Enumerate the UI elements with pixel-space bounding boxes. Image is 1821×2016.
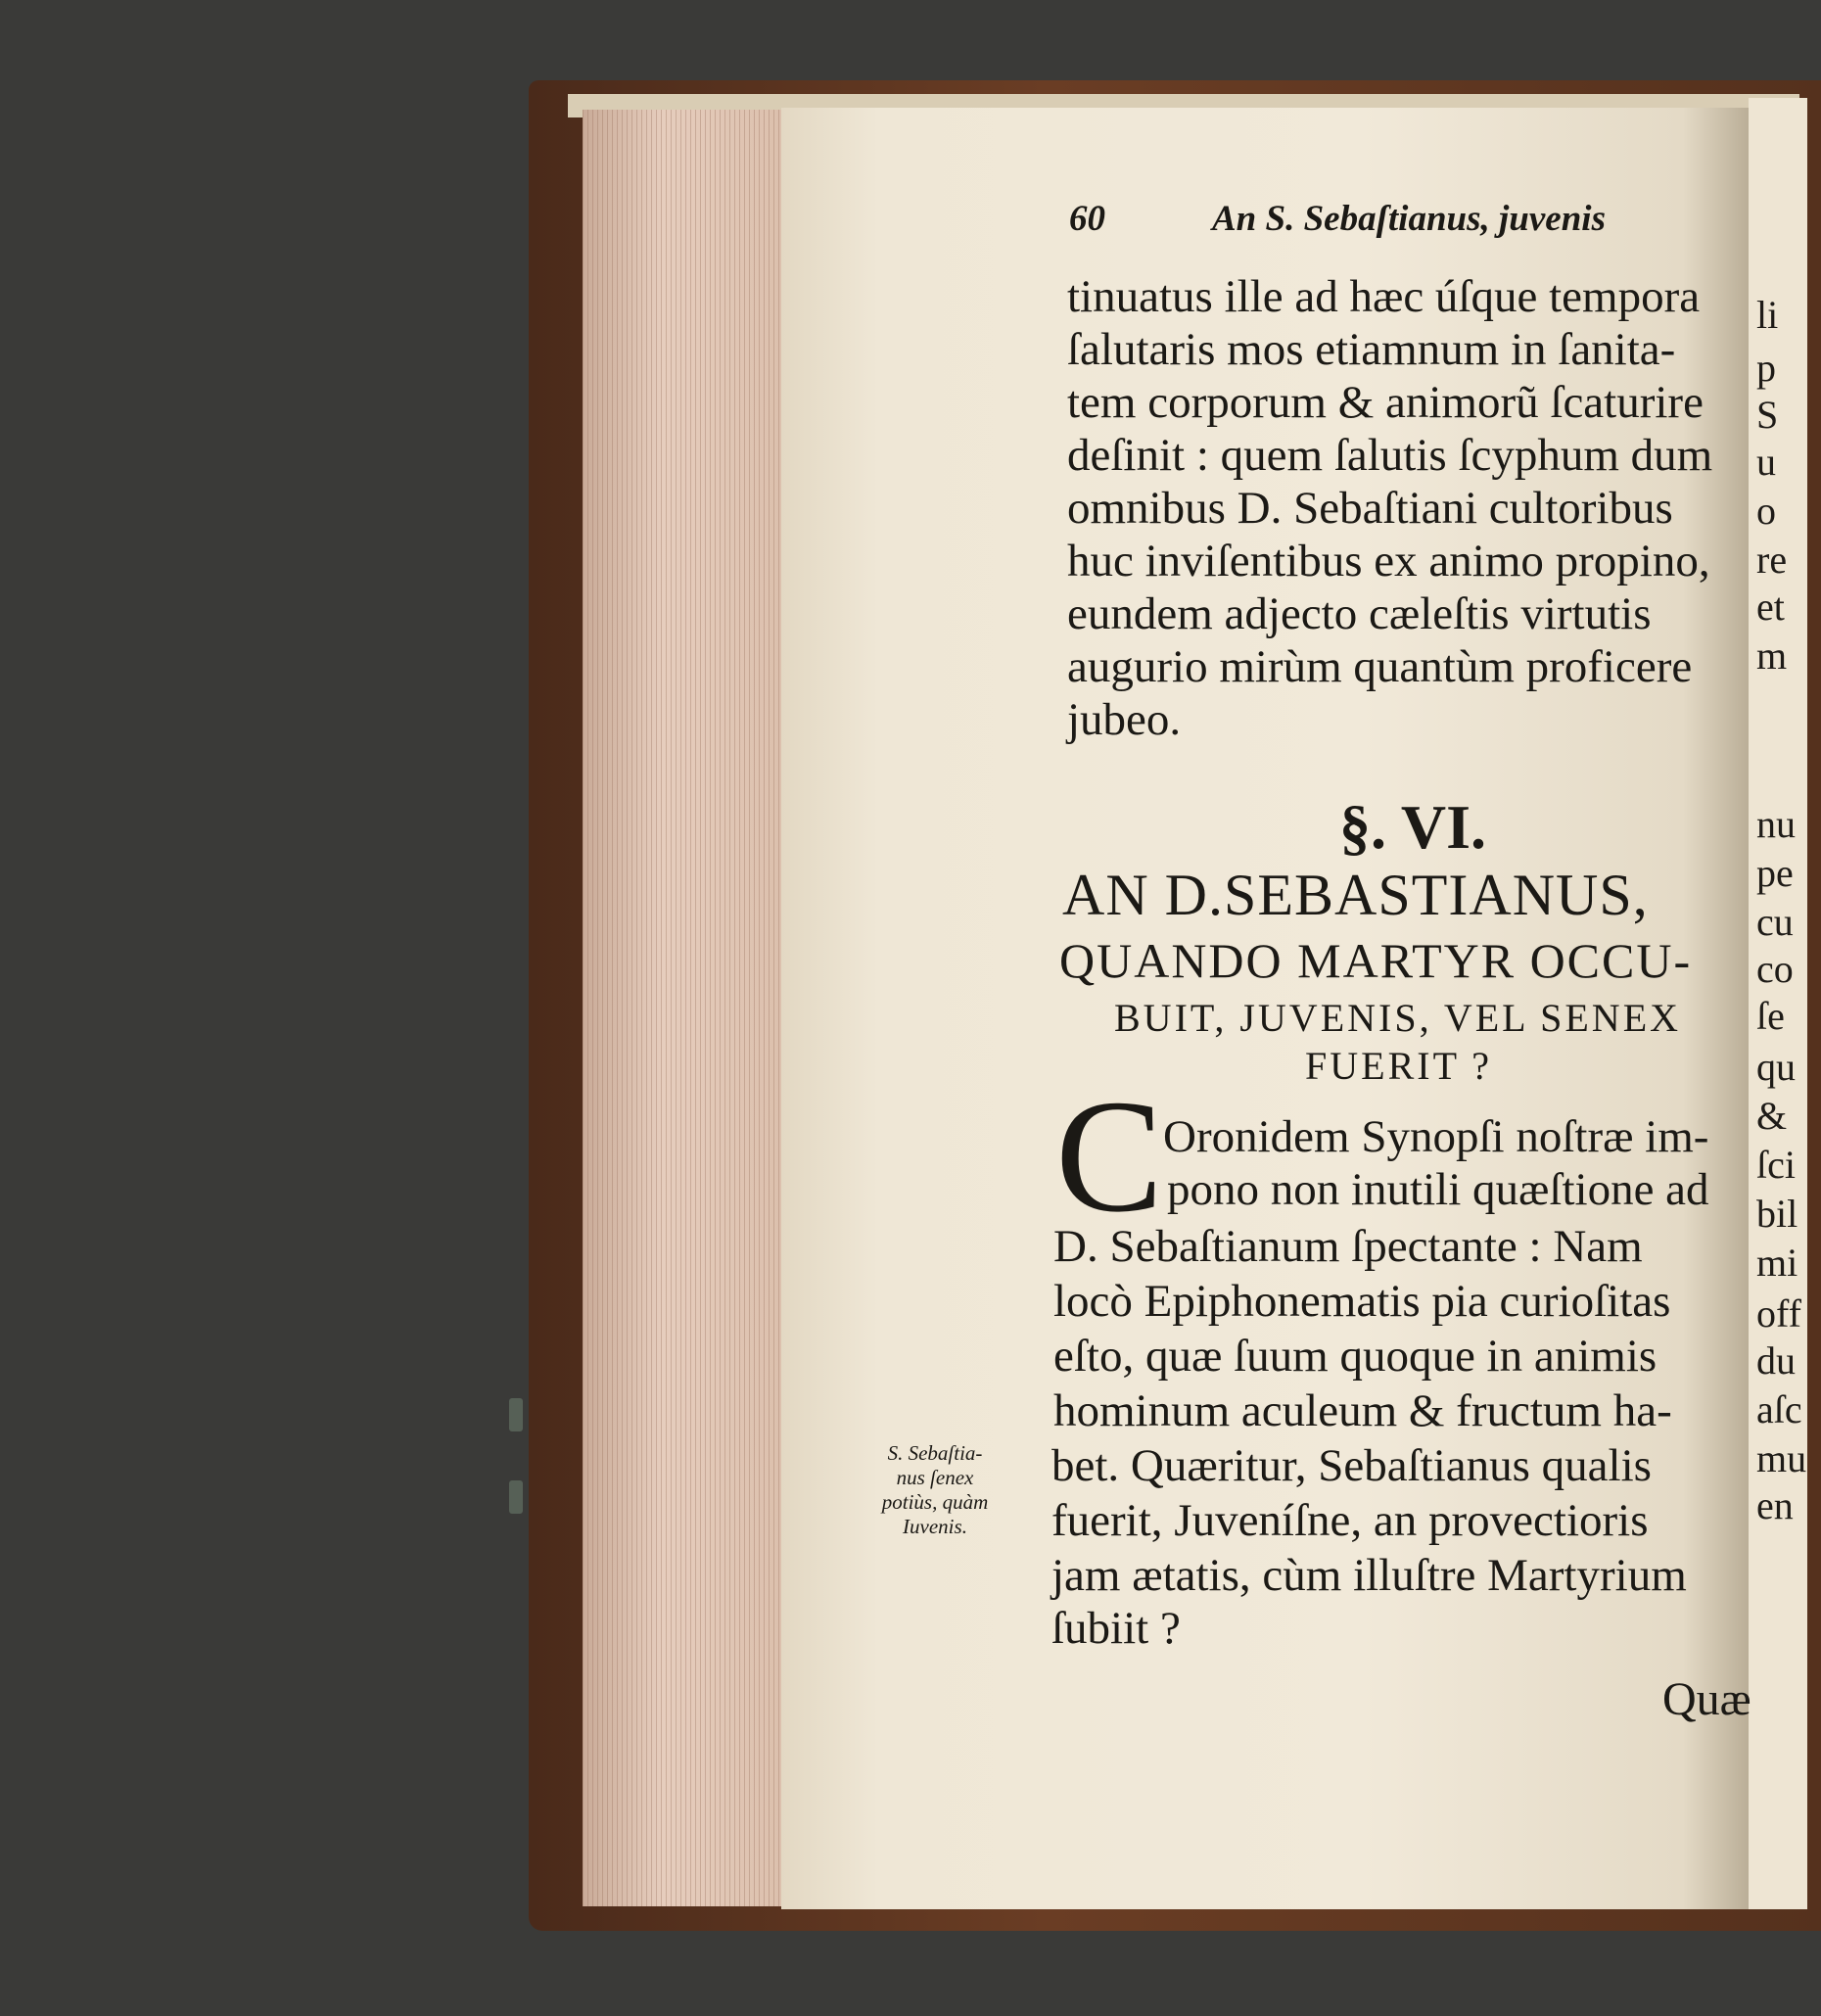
facing-page-fragment: ſci [1756, 1143, 1796, 1187]
body-line: eundem adjecto cæleſtis virtutis [1067, 588, 1652, 639]
paragraph-line: jam ætatis, cùm illuſtre Martyrium [1051, 1550, 1687, 1601]
margin-note-line: S. Sebaſtia- [887, 1441, 983, 1465]
section-number: §. VI. [1339, 792, 1486, 862]
facing-page-fragment: pe [1756, 851, 1794, 895]
paragraph-line: fuerit, Juveníſne, an provectioris [1051, 1495, 1649, 1546]
paragraph-line: D. Sebaſtianum ſpectante : Nam [1053, 1221, 1643, 1272]
margin-note-line: Iuvenis. [903, 1515, 967, 1538]
section-title-line: BUIT, JUVENIS, VEL SENEX [1114, 996, 1682, 1040]
facing-page-fragment: bil [1756, 1192, 1798, 1236]
paragraph-line: Oronidem Synopſi noſtræ im- [1163, 1111, 1709, 1162]
drop-cap: C [1055, 1066, 1164, 1245]
facing-page-fragment: cu [1756, 900, 1794, 944]
facing-page-fragment: nu [1756, 802, 1796, 846]
clasp-top [509, 1398, 523, 1431]
facing-page-fragment: et [1756, 585, 1785, 629]
page-number: 60 [1069, 199, 1105, 239]
margin-note-line: nus ſenex [896, 1466, 974, 1489]
facing-page-fragment: qu [1756, 1045, 1796, 1089]
facing-page-fragment: m [1756, 633, 1788, 678]
facing-page-fragment: & [1756, 1094, 1788, 1138]
body-line: omnibus D. Sebaſtiani cultoribus [1067, 483, 1673, 534]
facing-page-fragment: off [1756, 1291, 1801, 1336]
paragraph-line: hominum aculeum & fructum ha- [1053, 1385, 1672, 1436]
margin-note-line: potiùs, quàm [881, 1490, 989, 1514]
body-line: ſalutaris mos etiamnum in ſanita- [1067, 324, 1676, 375]
page-edges [583, 110, 783, 1906]
facing-page-edge [1749, 98, 1807, 1909]
paragraph-line: bet. Quæritur, Sebaſtianus qualis [1051, 1440, 1652, 1491]
body-line: huc inviſentibus ex animo propino, [1067, 536, 1710, 586]
facing-page-fragment: re [1756, 538, 1788, 582]
paragraph-line: ſubiit ? [1051, 1603, 1181, 1654]
paragraph-line: pono non inutili quæſtione ad [1167, 1164, 1709, 1215]
facing-page-fragment: mu [1756, 1436, 1807, 1480]
catchword: Quæ [1662, 1673, 1751, 1725]
facing-page-fragment: p [1756, 346, 1776, 390]
facing-page-fragment: S [1756, 393, 1779, 437]
section-title-line: QUANDO MARTYR OCCU- [1059, 933, 1693, 988]
body-line: augurio mirùm quantùm proficere [1067, 641, 1693, 692]
facing-page-fragment: o [1756, 489, 1776, 533]
body-line: tem corporum & animorũ ſcaturire [1067, 377, 1704, 428]
facing-page-fragment: u [1756, 440, 1776, 484]
facing-page-fragment: aſc [1756, 1387, 1802, 1431]
facing-page-fragment: ſe [1756, 994, 1785, 1038]
facing-page-fragment: du [1756, 1338, 1796, 1383]
clasp-bottom [509, 1480, 523, 1514]
body-line: deſinit : quem ſalutis ſcyphum dum [1067, 430, 1713, 481]
section-title-line: AN D.SEBASTIANUS, [1062, 863, 1649, 927]
facing-page-fragment: en [1756, 1483, 1794, 1527]
paragraph-line: locò Epiphonematis pia curioſitas [1053, 1276, 1671, 1327]
section-title-line: FUERIT ? [1305, 1044, 1493, 1088]
facing-page-fragment: co [1756, 947, 1794, 991]
facing-page-fragment: mi [1756, 1241, 1798, 1285]
paragraph-line: eſto, quæ ſuum quoque in animis [1053, 1331, 1658, 1382]
body-line: jubeo. [1067, 694, 1182, 745]
facing-page-fragment: li [1756, 293, 1779, 337]
body-line: tinuatus ille ad hæc úſque tempora [1067, 271, 1701, 322]
running-title: An S. Sebaſtianus, juvenis [1212, 199, 1606, 239]
